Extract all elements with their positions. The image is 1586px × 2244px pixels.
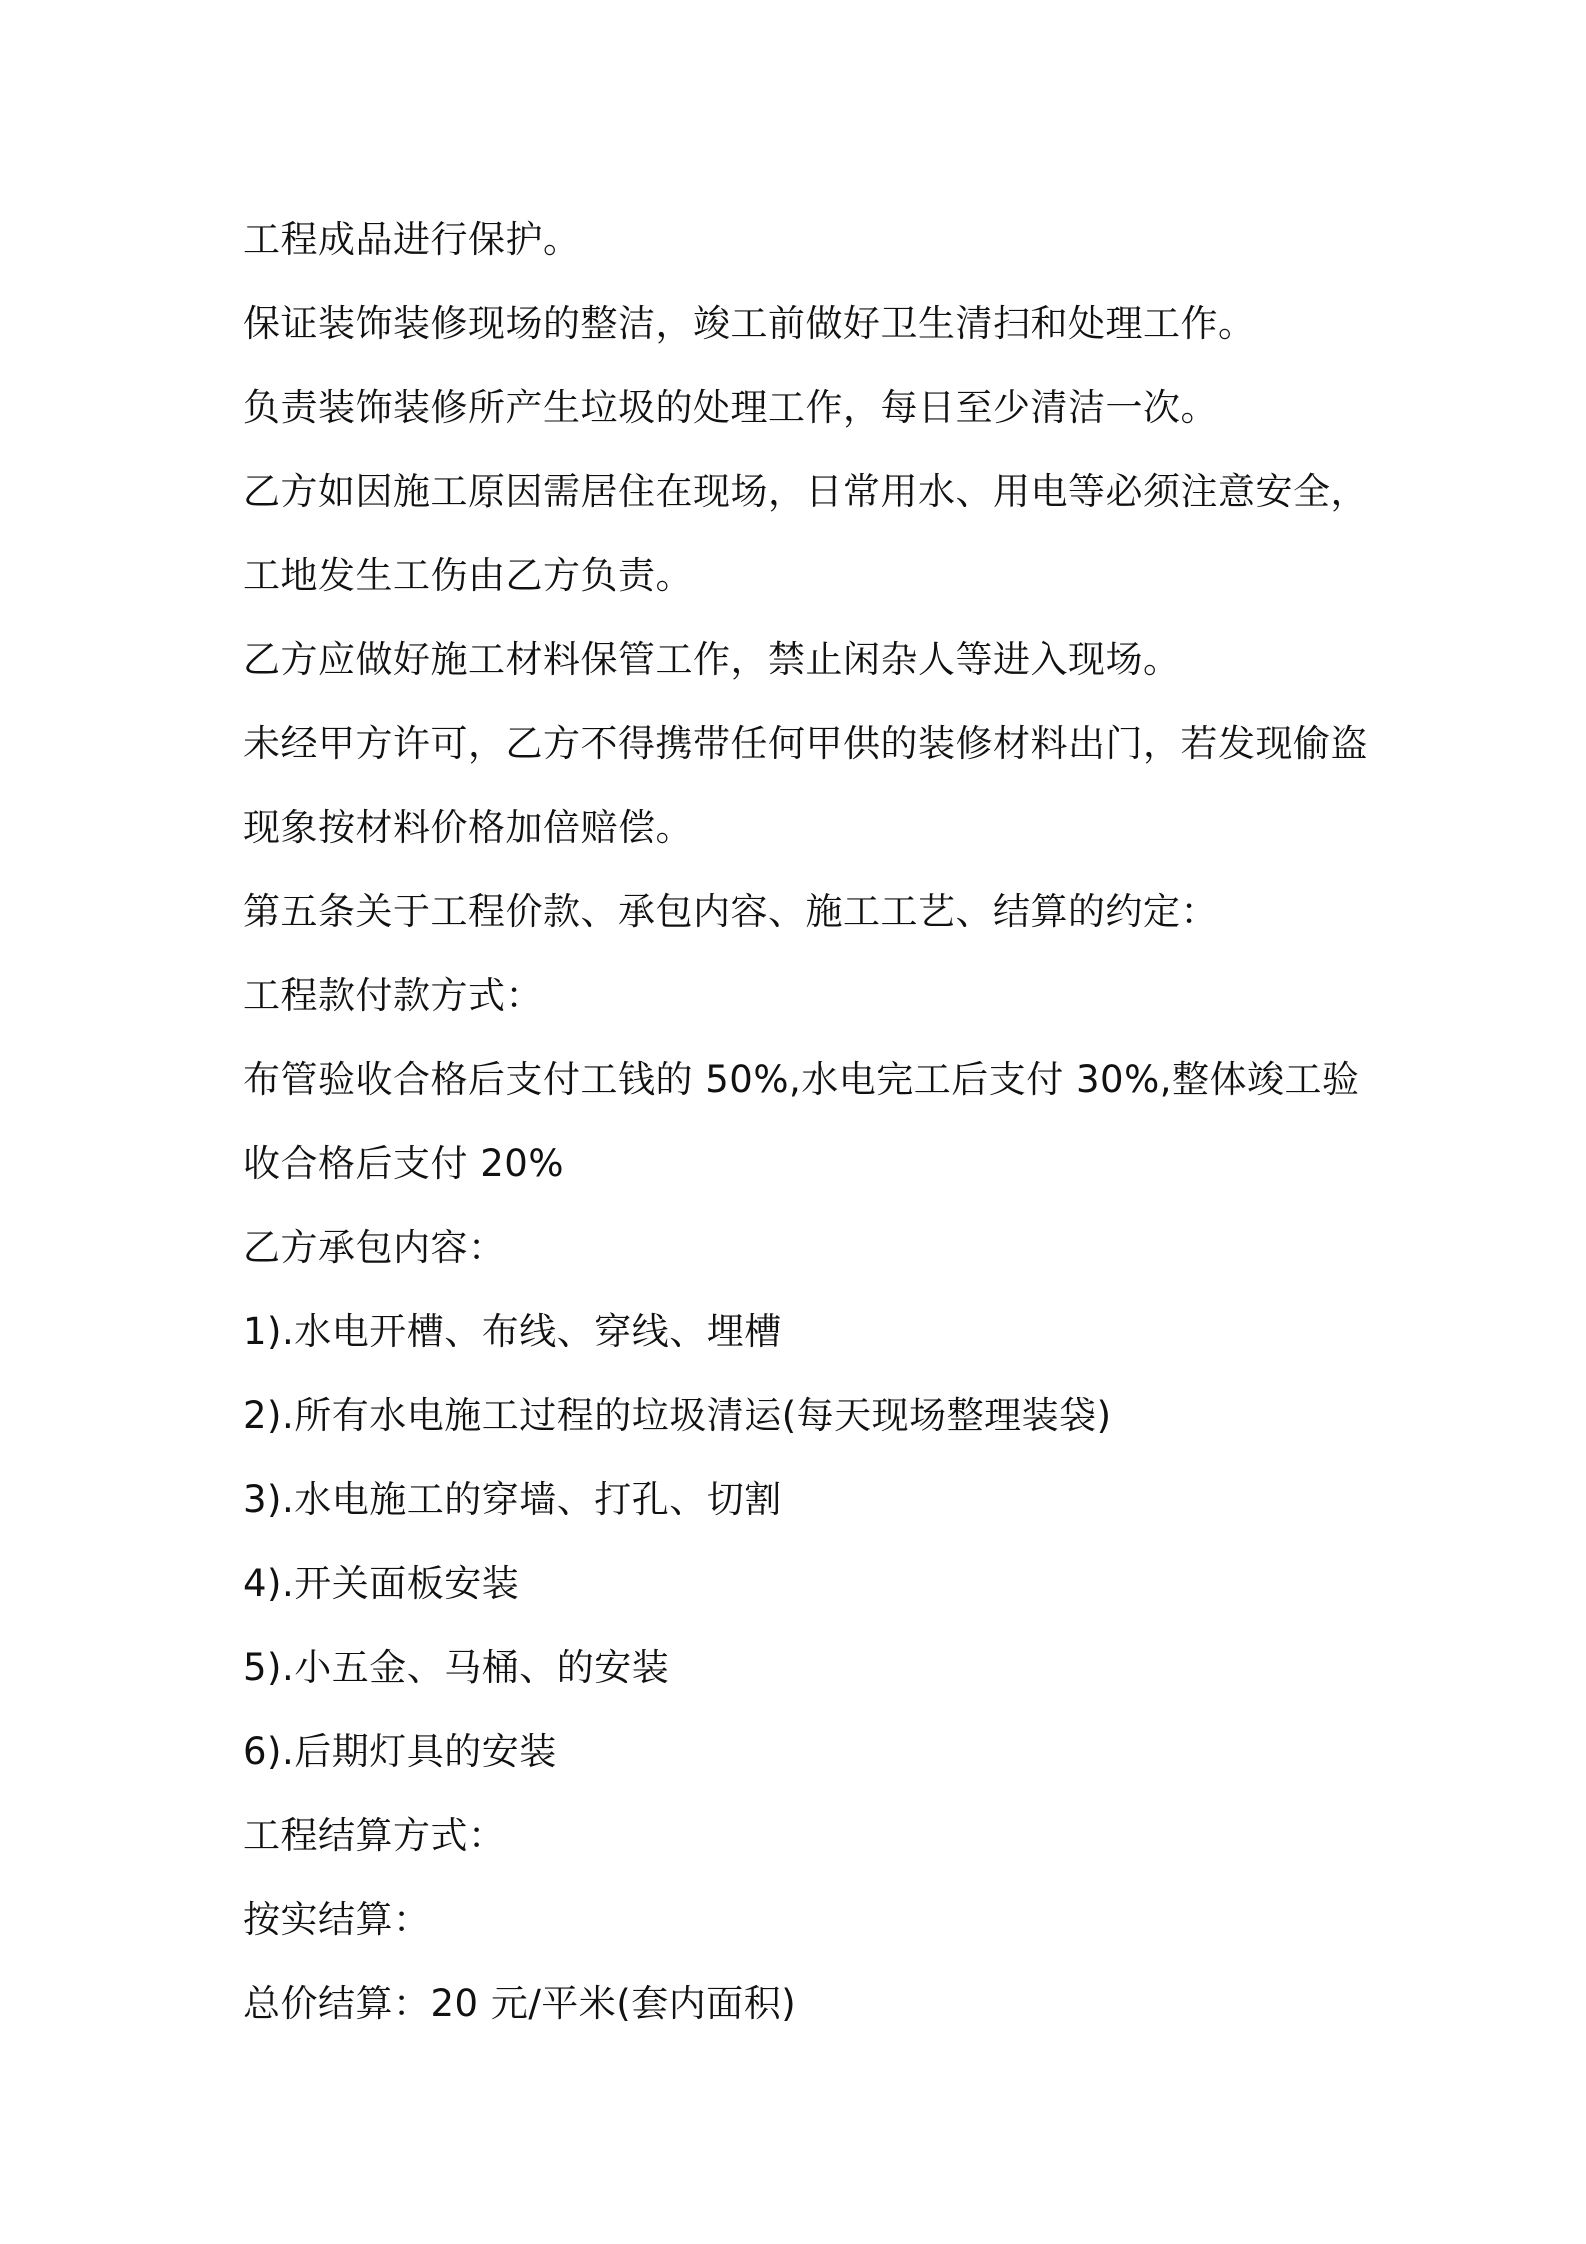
list-item: 3).水电施工的穿墙、打孔、切割 <box>243 1478 782 1521</box>
list-item: 5).小五金、马桶、的安装 <box>243 1646 670 1689</box>
section-heading: 第五条关于工程价款、承包内容、施工工艺、结算的约定： <box>243 890 1218 933</box>
text-line: 总价结算：20 元/平米(套内面积) <box>243 1982 797 2025</box>
text-line: 乙方承包内容： <box>243 1226 506 1269</box>
text-line: 工地发生工伤由乙方负责。 <box>243 554 693 597</box>
text-line: 工程结算方式： <box>243 1814 506 1857</box>
text-line: 保证装饰装修现场的整洁，竣工前做好卫生清扫和处理工作。 <box>243 302 1256 345</box>
list-item: 6).后期灯具的安装 <box>243 1730 557 1773</box>
text-line: 现象按材料价格加倍赔偿。 <box>243 806 693 849</box>
text-line: 未经甲方许可，乙方不得携带任何甲供的装修材料出门，若发现偷盗 <box>243 722 1368 765</box>
list-item: 4).开关面板安装 <box>243 1562 520 1605</box>
text-line: 按实结算： <box>243 1898 431 1941</box>
text-line: 工程成品进行保护。 <box>243 218 581 261</box>
list-item: 1).水电开槽、布线、穿线、埋槽 <box>243 1310 782 1353</box>
text-line: 负责装饰装修所产生垃圾的处理工作，每日至少清洁一次。 <box>243 386 1218 429</box>
document-body <box>243 198 1368 2046</box>
text-line: 布管验收合格后支付工钱的 50%,水电完工后支付 30%,整体竣工验 <box>243 1058 1360 1101</box>
text-line: 乙方如因施工原因需居住在现场，日常用水、用电等必须注意安全， <box>243 470 1368 513</box>
text-line: 乙方应做好施工材料保管工作，禁止闲杂人等进入现场。 <box>243 638 1181 681</box>
text-line: 收合格后支付 20% <box>243 1142 564 1185</box>
text-line: 工程款付款方式： <box>243 974 543 1017</box>
list-item: 2).所有水电施工过程的垃圾清运(每天现场整理装袋) <box>243 1394 1112 1437</box>
